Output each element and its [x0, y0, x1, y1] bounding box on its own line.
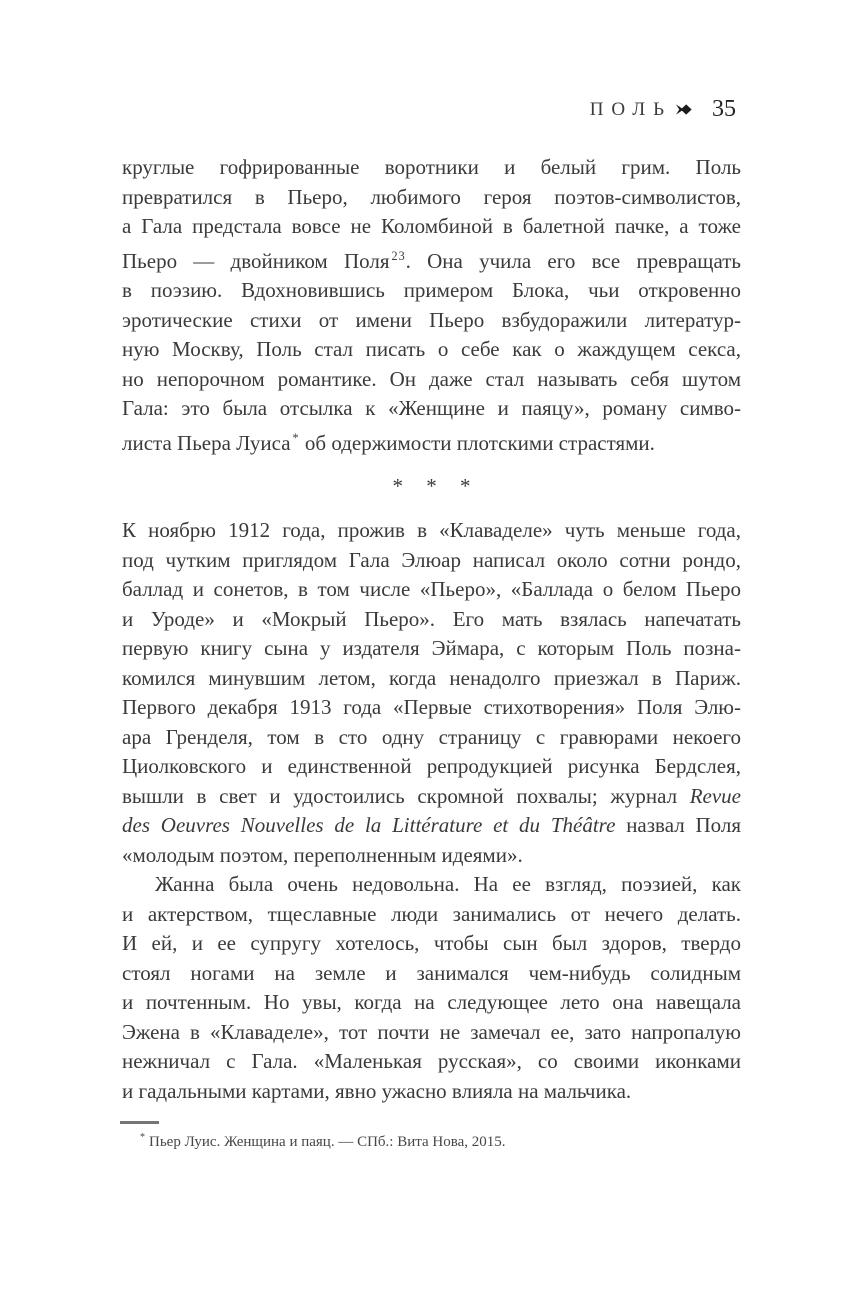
- text-segment: и почтенным. Но увы, когда на следующее лето она навещала: [122, 990, 741, 1014]
- text-segment: Эжена в «Клаваделе», тот почти не замечал ее, зато напропалую: [122, 1019, 741, 1044]
- text-segment: первую книгу сына у издателя Эймара, с которым Поль позна-: [122, 636, 741, 660]
- pennant-diamond-icon: [676, 104, 692, 115]
- text-line: [122, 365, 741, 395]
- text-segment: но непорочном романтике. Он даже стал называть себя шутом: [122, 366, 741, 391]
- text-line: [122, 1018, 741, 1048]
- text-segment: И ей, и ее супругу хотелось, чтобы сын был здоров, твердо: [122, 931, 741, 955]
- text-line: [122, 693, 741, 723]
- text-line: [122, 183, 741, 213]
- text-line: [122, 811, 741, 841]
- running-title: ПОЛЬ: [589, 98, 672, 120]
- text-segment: вышли в свет и удостоились скромной похвалы; журнал: [122, 783, 690, 808]
- text-line: [122, 546, 741, 576]
- text-line: [122, 1047, 741, 1077]
- paragraph: [122, 870, 741, 1106]
- text-segment: К ноябрю 1912 года, прожив в «Клаваделе» чуть меньше года,: [122, 518, 741, 542]
- text-line: [122, 212, 741, 242]
- footnote-rule: [120, 1121, 159, 1124]
- text-segment: Пьеро — двойником Поля: [122, 248, 390, 273]
- text-segment: Revue: [689, 783, 741, 808]
- text-segment: об одержимости плотскими страстями.: [299, 430, 655, 455]
- text-line: [122, 335, 741, 365]
- text-line: [122, 575, 741, 605]
- text-line: [122, 634, 741, 664]
- text-line: [122, 988, 741, 1018]
- text-line: [122, 276, 741, 306]
- text-line: [122, 516, 741, 546]
- text-line: [122, 959, 741, 989]
- text-line: [122, 394, 741, 424]
- text-line: [122, 870, 741, 900]
- text-segment: и Уроде» и «Мокрый Пьеро». Его мать взялась напечатать: [122, 606, 741, 631]
- text-line: [122, 605, 741, 635]
- text-segment: эротические стихи от имени Пьеро взбудоражили литератур-: [122, 307, 741, 332]
- text-line: [122, 242, 741, 277]
- text-segment: листа Пьера Луиса: [122, 430, 291, 455]
- text-segment: баллад и сонетов, в том числе «Пьеро», «Баллада о белом Пьеро: [122, 577, 741, 601]
- text-line: [122, 1077, 741, 1107]
- text-line: [122, 841, 741, 871]
- text-segment: «молодым поэтом, переполненным идеями».: [122, 842, 523, 867]
- body-text: [122, 153, 741, 1106]
- paragraph: [122, 153, 741, 458]
- text-segment: Гала: это была отсылка к «Женщине и паяцу», роману симво-: [122, 396, 741, 420]
- text-line: [122, 782, 741, 812]
- text-segment: а Гала предстала вовсе не Коломбиной в балетной пачке, а тоже: [122, 214, 741, 238]
- text-line: [122, 153, 741, 183]
- text-segment: превратился в Пьеро, любимого героя поэтов-символистов,: [122, 184, 741, 209]
- text-segment: ную Москву, Поль стал писать о себе как о жаждущем секса,: [122, 337, 741, 361]
- text-segment: круглые гофрированные воротники и белый грим. Поль: [122, 155, 741, 179]
- paragraph: [122, 516, 741, 870]
- text-line: [122, 723, 741, 753]
- footnote-marker: *: [140, 1132, 145, 1143]
- text-segment: в поэзию. Вдохновившись примером Блока, чьи откровенно: [122, 278, 741, 302]
- text-segment: des Oeuvres Nouvelles de la Littérature et du Théâtre: [122, 813, 616, 837]
- text-line: [122, 752, 741, 782]
- text-line: [122, 929, 741, 959]
- page-number: 35: [712, 96, 736, 122]
- text-line: [122, 424, 741, 459]
- text-segment: под чутким приглядом Гала Элюар написал около сотни рондо,: [122, 547, 741, 572]
- text-segment: . Она учила его все превращать: [405, 248, 741, 273]
- text-segment: Циолковского и единственной репродукцией рисунка Бердслея,: [122, 754, 741, 778]
- text-segment: назвал Поля: [615, 813, 741, 837]
- text-segment: ара Гренделя, том в сто одну страницу с гравюрами некоего: [122, 724, 741, 749]
- text-segment: и актерством, тщеславные люди занимались от нечего делать.: [122, 901, 741, 926]
- footnote-text: Пьер Луис. Женщина и паяц. — СПб.: Вита Нова, 2015.: [149, 1134, 506, 1150]
- text-segment: и гадальными картами, явно ужасно влияла на мальчика.: [122, 1078, 632, 1103]
- running-header: [590, 96, 736, 123]
- text-segment: Первого декабря 1913 года «Первые стихотворения» Поля Элю-: [122, 695, 741, 719]
- text-line: [122, 664, 741, 694]
- text-line: [122, 900, 741, 930]
- text-segment: стоял ногами на земле и занимался чем-нибудь солидным: [122, 960, 741, 985]
- footnote: [122, 1128, 741, 1152]
- superscript-note-marker: 23: [391, 248, 406, 263]
- text-segment: комился минувшим летом, когда ненадолго приезжал в Париж.: [122, 665, 741, 690]
- section-separator: * * *: [392, 474, 480, 499]
- text-segment: нежничал с Гала. «Маленькая русская», со своими иконками: [122, 1049, 741, 1073]
- superscript-note-marker: *: [292, 430, 300, 445]
- text-segment: Жанна была очень недовольна. На ее взгляд, поэзией, как: [155, 872, 741, 896]
- text-line: [122, 306, 741, 336]
